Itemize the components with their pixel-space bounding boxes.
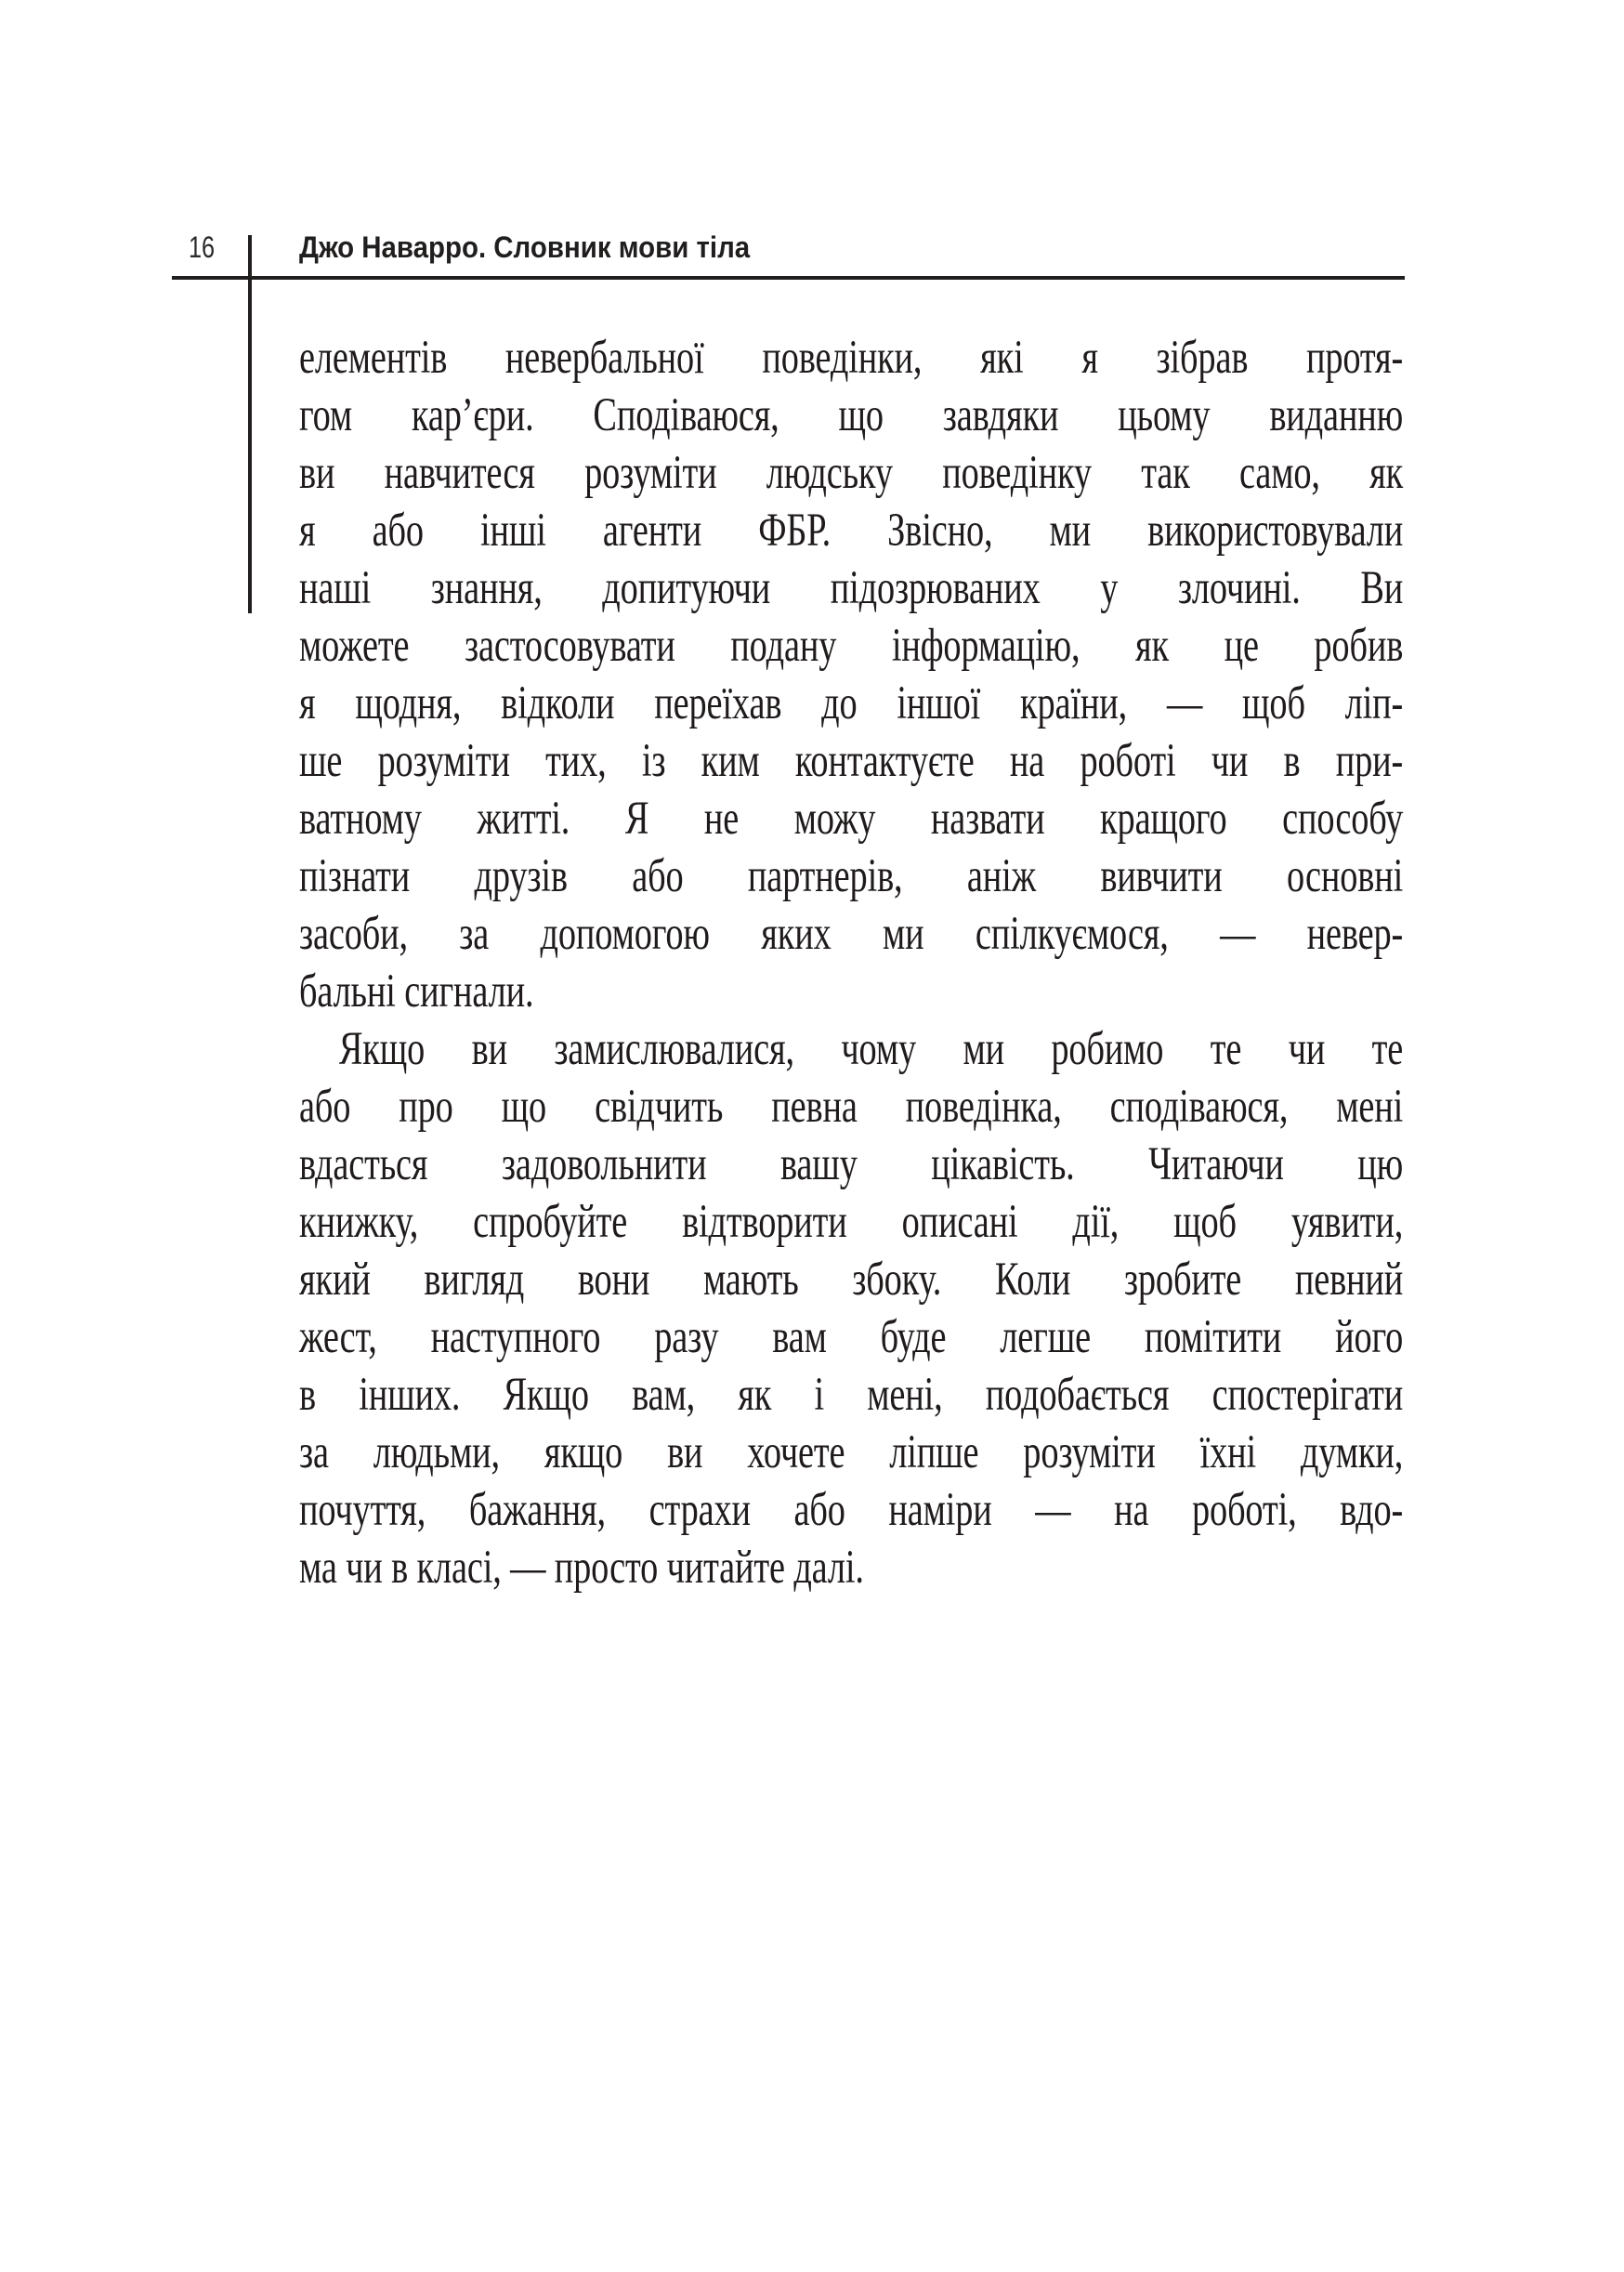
page-number: 16 bbox=[189, 230, 216, 264]
running-title: Джо Наварро. Словник мови тіла bbox=[299, 230, 751, 264]
header-vertical-rule bbox=[248, 235, 252, 613]
paragraph bbox=[299, 1020, 1403, 1596]
text-line: жест, наступного разу вам буде легше помітити його bbox=[299, 1311, 1404, 1363]
text-line: можете застосовувати подану інформацію, як це робив bbox=[299, 620, 1404, 672]
header-horizontal-rule bbox=[172, 276, 1405, 280]
text-line: пізнати друзів або партнерів, аніж вивчити основні bbox=[299, 850, 1404, 902]
text-line: гом кар’єри. Сподіваюся, що завдяки цьому виданню bbox=[299, 389, 1404, 441]
text-line: наші знання, допитуючи підозрюваних у злочині. Ви bbox=[299, 562, 1404, 614]
body-text bbox=[299, 329, 1403, 1596]
text-line: або про що свідчить певна поведінка, сподіваюся, мені bbox=[299, 1081, 1404, 1133]
text-line: я або інші агенти ФБР. Звісно, ми використовували bbox=[299, 505, 1404, 557]
text-line: я щодня, відколи переїхав до іншої країни, — щоб ліп- bbox=[299, 677, 1404, 729]
text-line: бальні сигнали. bbox=[299, 965, 534, 1018]
text-line: за людьми, якщо ви хочете ліпше розуміти їхні думки, bbox=[299, 1426, 1404, 1478]
text-line: почуття, бажання, страхи або наміри — на роботі, вдо- bbox=[299, 1484, 1404, 1536]
text-line: засоби, за допомогою яких ми спілкуємося, — невер- bbox=[299, 908, 1404, 960]
text-line: Якщо ви замислювалися, чому ми робимо те чи те bbox=[338, 1023, 1404, 1075]
text-line: ше розуміти тих, із ким контактуєте на роботі чи в при- bbox=[299, 735, 1404, 787]
text-line: ма чи в класі, — просто читайте далі. bbox=[299, 1542, 864, 1594]
text-line: вдасться задовольнити вашу цікавість. Читаючи цю bbox=[299, 1138, 1404, 1190]
text-line: елементів невербальної поведінки, які я зібрав протя- bbox=[299, 332, 1404, 384]
paragraph bbox=[299, 329, 1403, 1020]
text-line: в інших. Якщо вам, як і мені, подобається спостерігати bbox=[299, 1369, 1404, 1421]
text-line: ви навчитеся розуміти людську поведінку так само, як bbox=[299, 447, 1404, 499]
text-line: який вигляд вони мають збоку. Коли зробите певний bbox=[299, 1254, 1404, 1306]
text-line: ватному житті. Я не можу назвати кращого способу bbox=[299, 793, 1404, 845]
text-line: книжку, спробуйте відтворити описані дії, щоб уявити, bbox=[299, 1196, 1404, 1248]
